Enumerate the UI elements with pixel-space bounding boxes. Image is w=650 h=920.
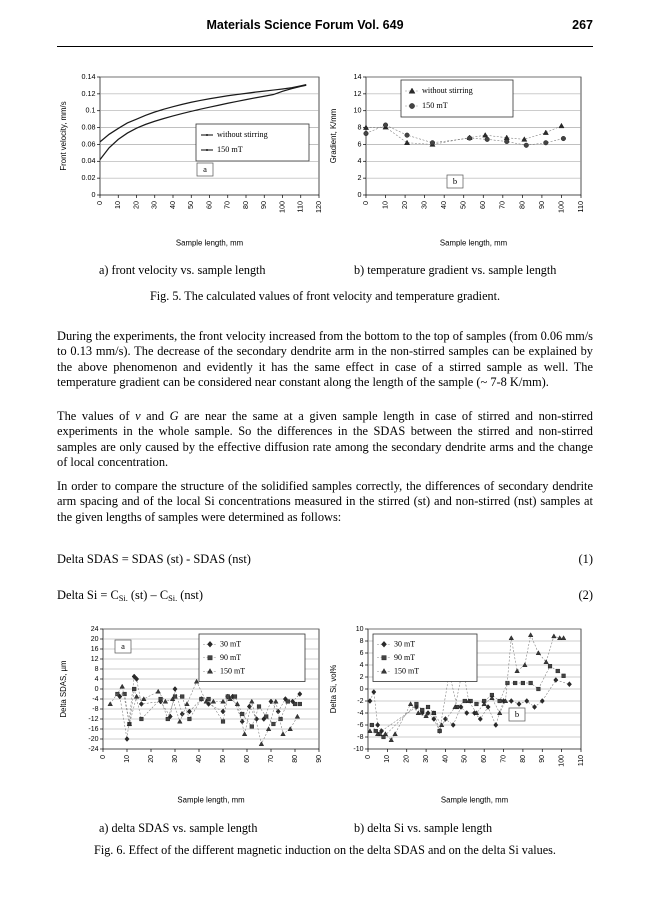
x-tick-label: 70 [267,755,275,763]
x-tick-label: 60 [243,755,251,763]
data-point [233,695,237,699]
data-point [475,702,479,706]
x-tick-label: 20 [399,201,409,209]
data-point [405,133,410,138]
data-point [548,664,552,668]
y-axis-label: Front velocity, mm/s [59,101,68,171]
data-point [257,705,261,709]
legend-label: 150 mT [422,101,448,111]
x-tick-label: 60 [204,201,214,209]
y-tick-label: 20 [90,635,99,643]
x-tick-label: 70 [497,201,507,209]
page-number: 267 [572,18,593,32]
legend-label: 90 mT [220,652,242,662]
figure-5-subcaption-a: a) front velocity vs. sample length [99,263,266,277]
y-axis-label: Delta SDAS, µm [59,660,68,718]
y-tick-label: 16 [90,645,99,653]
y-tick-label: 0.02 [81,173,96,183]
data-point [180,695,184,699]
data-point [279,717,283,721]
x-tick-label: 100 [556,201,566,213]
data-point [420,708,424,712]
data-point [463,699,467,703]
x-tick-label: 0 [360,201,370,205]
y-tick-label: -4 [92,695,99,703]
data-point [498,699,502,703]
chart-fig6b [329,620,593,805]
equation-2-prefix: Delta Si = C [57,588,119,602]
x-tick-label: 120 [313,201,323,213]
x-axis-label: Sample length, mm [177,795,245,805]
x-tick-label: 80 [519,755,527,763]
data-point [556,669,560,673]
x-tick-label: 10 [113,201,123,209]
x-tick-label: 20 [403,755,411,763]
x-axis-label: Sample length, mm [440,795,509,805]
y-tick-label: 14 [353,71,362,81]
paragraph-2-part-3: are near the same at a given sample length in case of stirred and non-stirred experiments in the whole sample. So the differences in the SDAS between the stirred and non-stirred samples are only caused by the effective diffusion rate among the secondary dendrite arms and the change of local concentration. [57,409,593,470]
x-tick-label: 100 [277,201,287,213]
data-point [521,681,525,685]
y-tick-label: 0.06 [81,139,96,149]
legend-label: 90 mT [394,652,416,662]
y-tick-label: 2 [359,673,364,681]
y-tick-label: -20 [88,735,99,743]
data-point [200,697,204,701]
data-point [562,674,566,678]
y-tick-label: 4 [94,675,99,683]
x-tick-label: 30 [171,755,179,763]
data-point [188,717,192,721]
x-tick-label: 90 [539,755,547,763]
data-point [504,139,509,144]
y-tick-label: 12 [90,655,99,663]
y-axis-label: Delta Si, vol% [329,664,338,714]
y-tick-label: 0 [359,685,364,693]
x-tick-label: 30 [419,201,429,209]
x-tick-label: 60 [481,755,489,763]
panel-label: b [514,708,520,719]
data-point [561,136,566,141]
chart-fig6b-svg [329,620,593,805]
x-tick-label: 80 [291,755,299,763]
y-tick-label: 12 [353,88,362,98]
y-tick-label: -10 [353,745,364,753]
y-tick-label: 2 [357,173,362,183]
paragraph-3: In order to compare the structure of the solidified samples correctly, the differences of secondary dendrite arm spacing and of the local Si concentrations measured in the stirred (st) and non-stirred (nst) samples at the given lengths of samples were determined as follows: [57,479,593,524]
x-tick-label: 80 [517,201,527,209]
y-tick-label: 0.1 [85,105,96,115]
panel-label: a [121,640,125,651]
data-point [286,700,290,704]
legend-label: 150 mT [217,145,243,155]
data-point [116,692,120,696]
y-tick-label: 8 [359,637,364,645]
y-tick-label: 0 [357,189,362,199]
data-point [240,712,244,716]
figure-5-subcaption-b: b) temperature gradient vs. sample length [354,263,557,277]
symbol-v: v [135,409,141,423]
x-tick-label: 10 [123,755,131,763]
x-tick-label: 50 [219,755,227,763]
legend-label: 30 mT [394,639,416,649]
y-tick-label: 0.08 [81,122,96,132]
data-point [382,656,386,660]
y-tick-label: 8 [357,122,362,132]
data-point [206,149,208,151]
x-tick-label: 0 [99,755,107,759]
data-point [159,697,163,701]
data-point [173,695,177,699]
data-point [374,729,378,733]
x-tick-label: 110 [577,755,585,767]
y-tick-label: 4 [357,156,362,166]
y-tick-label: 6 [359,649,364,657]
x-tick-label: 30 [149,201,159,209]
x-tick-label: 70 [222,201,232,209]
data-point [250,725,254,729]
y-tick-label: -16 [88,725,99,733]
y-tick-label: -2 [357,697,364,705]
x-tick-label: 90 [536,201,546,209]
x-tick-label: 0 [364,755,372,759]
data-point [467,136,472,141]
data-point [123,692,127,696]
chart-fig5a-svg [57,68,329,248]
x-tick-label: 80 [240,201,250,209]
header-divider [57,46,593,47]
y-tick-label: 0.14 [81,71,96,81]
x-tick-label: 40 [195,755,203,763]
equation-2-middle: (st) – C [127,588,169,602]
y-tick-label: 0.12 [81,88,96,98]
y-tick-label: -6 [357,721,364,729]
y-tick-label: 10 [353,105,362,115]
equation-1-number: (1) [578,552,593,566]
x-tick-label: 70 [500,755,508,763]
y-tick-label: 0.04 [81,156,96,166]
figure-6-caption: Fig. 6. Effect of the different magnetic induction on the delta SDAS and on the delta Si values. [94,843,556,857]
data-point [226,695,230,699]
legend-label: without stirring [422,86,473,96]
data-point [529,681,533,685]
chart-fig6a [57,620,329,805]
data-point [415,702,419,706]
x-tick-label: 50 [458,201,468,209]
y-tick-label: 0 [91,189,96,199]
data-point [298,702,302,706]
equation-2-subscript-2: Si. [168,593,178,603]
x-tick-label: 20 [147,755,155,763]
data-point [166,717,170,721]
paragraph-2-part-2: and [140,409,170,423]
chart-fig5a [57,68,329,248]
data-point [537,687,541,691]
data-point [264,715,268,719]
figure-5-charts [57,68,593,248]
paragraph-2 [57,409,593,471]
data-point [364,131,369,136]
data-point [208,656,212,660]
data-point [485,137,490,142]
x-tick-label: 90 [259,201,269,209]
x-tick-label: 110 [575,201,585,213]
panel-label: b [452,175,458,186]
panel-label: a [203,163,207,174]
y-tick-label: 8 [94,665,99,673]
equation-2-subscript-1: Si. [118,593,128,603]
equation-1 [57,552,593,567]
chart-fig5b [329,68,593,248]
x-tick-label: 10 [384,755,392,763]
y-tick-label: 0 [94,685,99,693]
x-axis-label: Sample length, mm [175,238,244,248]
data-point [426,705,430,709]
legend-label: 150 mT [220,666,246,676]
data-point [383,123,388,128]
data-point [370,723,374,727]
x-tick-label: 30 [422,755,430,763]
figure-6-subcaption-a: a) delta SDAS vs. sample length [99,821,258,835]
data-point [132,687,136,691]
chart-fig6a-svg [57,620,329,805]
figure-5-subcaptions [57,263,593,279]
data-point [513,681,517,685]
x-tick-label: 0 [94,201,104,205]
x-tick-label: 10 [380,201,390,209]
legend-label: without stirring [217,130,268,140]
y-tick-label: -24 [88,745,99,753]
x-tick-label: 110 [295,201,305,213]
paragraph-2-part-1: The values of [57,409,136,423]
equation-2-suffix: (nst) [177,588,203,602]
data-point [438,729,442,733]
data-point [272,722,276,726]
x-tick-label: 40 [442,755,450,763]
x-axis-label: Sample length, mm [439,238,508,248]
y-tick-label: 24 [90,625,99,633]
x-tick-label: 40 [439,201,449,209]
x-tick-label: 40 [167,201,177,209]
journal-title: Materials Science Forum Vol. 649 [206,18,404,32]
y-tick-label: -8 [357,733,364,741]
x-tick-label: 60 [478,201,488,209]
y-axis-label: Gradient, K/mm [329,108,338,164]
figure-5-caption: Fig. 5. The calculated values of front velocity and temperature gradient. [149,289,501,303]
y-tick-label: -8 [92,705,99,713]
equation-2-number: (2) [578,588,593,602]
y-tick-label: -4 [357,709,364,717]
figure-6-subcaptions [57,821,593,837]
y-tick-label: 10 [355,625,364,633]
legend-label: 150 mT [394,666,420,676]
symbol-G: G [169,409,179,423]
figure-6-charts [57,620,593,805]
equation-2 [57,588,593,603]
data-point [524,143,529,148]
legend-label: 30 mT [220,639,242,649]
y-tick-label: 4 [359,661,364,669]
x-tick-label: 100 [558,755,566,767]
figure-6-subcaption-b: b) delta Si vs. sample length [354,821,493,835]
data-point [140,717,144,721]
data-point [430,140,435,145]
data-point [206,134,208,136]
data-point [293,702,297,706]
data-point [409,103,414,108]
data-point [207,697,211,701]
equation-1-text: Delta SDAS = SDAS (st) - SDAS (nst) [57,552,251,566]
chart-fig5b-svg [329,68,593,248]
data-point [544,140,549,145]
x-tick-label: 90 [315,755,323,763]
x-tick-label: 20 [131,201,141,209]
x-tick-label: 50 [461,755,469,763]
x-tick-label: 50 [186,201,196,209]
data-point [221,720,225,724]
y-tick-label: -12 [88,715,99,723]
paragraph-1: During the experiments, the front velocity increased from the bottom to the top of samples (from 0.06 mm/s to 0.13 mm/s). The decrease of the secondary dendrite arm in the non-stirred samples can be explained by the above phenomenon and evidently it has the same effect in case of a stirred sample as well. The temperature gradient can be considered near constant along the length of the sample (~ 7-8 K/mm). [57,329,593,390]
y-tick-label: 6 [357,139,362,149]
